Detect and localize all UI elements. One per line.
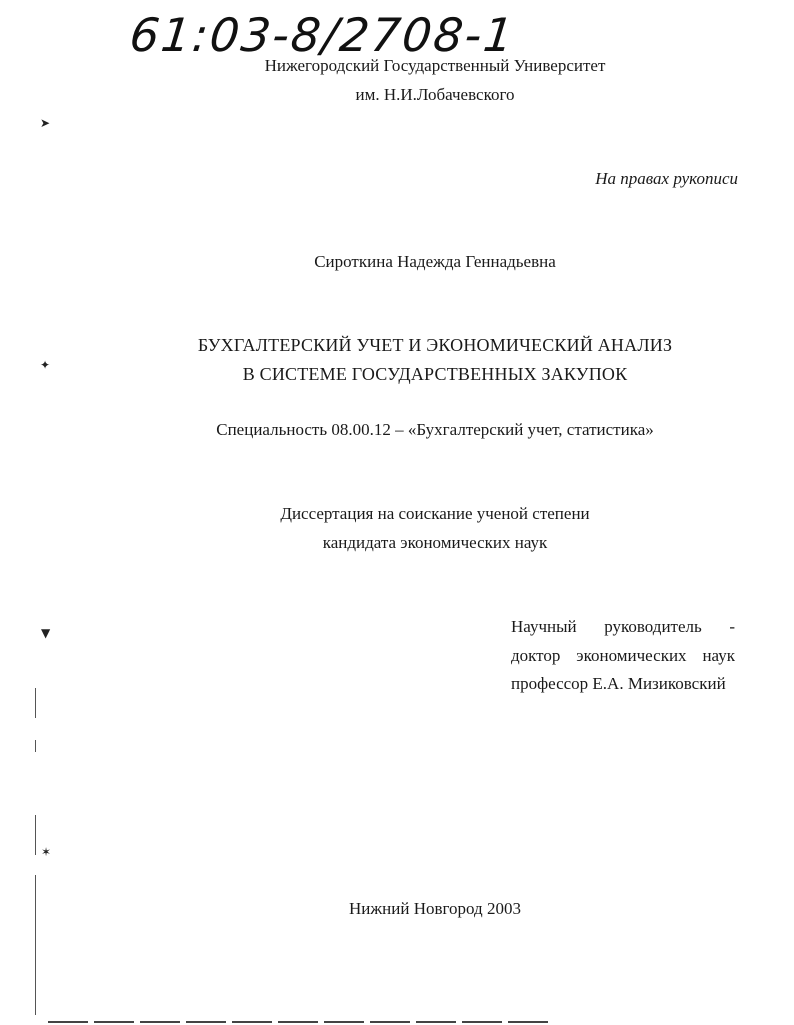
archive-stamp-code: 61:03-8/2708-1 — [127, 8, 518, 62]
specialty: Специальность 08.00.12 – «Бухгалтерский учет, статистика» — [216, 420, 654, 439]
scan-mark: ✦ — [40, 358, 51, 372]
scan-edge-line — [35, 740, 36, 752]
rights-note: На правах рукописи — [595, 169, 738, 188]
scan-mark: ✶ — [41, 845, 52, 859]
university-name: Нижегородский Государственный Университет — [264, 56, 606, 75]
dissertation-title-line-2: В СИСТЕМЕ ГОСУДАРСТВЕННЫХ ЗАКУПОК — [242, 364, 628, 384]
scan-edge-line — [35, 688, 36, 718]
scan-bottom-edge — [48, 1021, 548, 1023]
city-year: Нижний Новгород 2003 — [349, 899, 521, 918]
advisor-line-1: Научный руководитель - — [511, 617, 735, 636]
dissertation-title-line-1: БУХГАЛТЕРСКИЙ УЧЕТ И ЭКОНОМИЧЕСКИЙ АНАЛИЗ — [197, 335, 673, 355]
degree-line-1: Диссертация на соискание ученой степени — [280, 504, 590, 523]
scan-edge-line — [35, 815, 36, 855]
scan-edge-line — [35, 875, 36, 1015]
scan-mark: ▼ — [41, 626, 51, 640]
university-named-after: им. Н.И.Лобачевского — [355, 85, 515, 104]
scan-mark: ➤ — [40, 116, 51, 130]
author-name: Сироткина Надежда Геннадьевна — [314, 252, 556, 271]
advisor-line-3: профессор Е.А. Мизиковский — [511, 674, 726, 693]
advisor-line-2: доктор экономических наук — [511, 646, 735, 665]
degree-line-2: кандидата экономических наук — [322, 533, 548, 552]
